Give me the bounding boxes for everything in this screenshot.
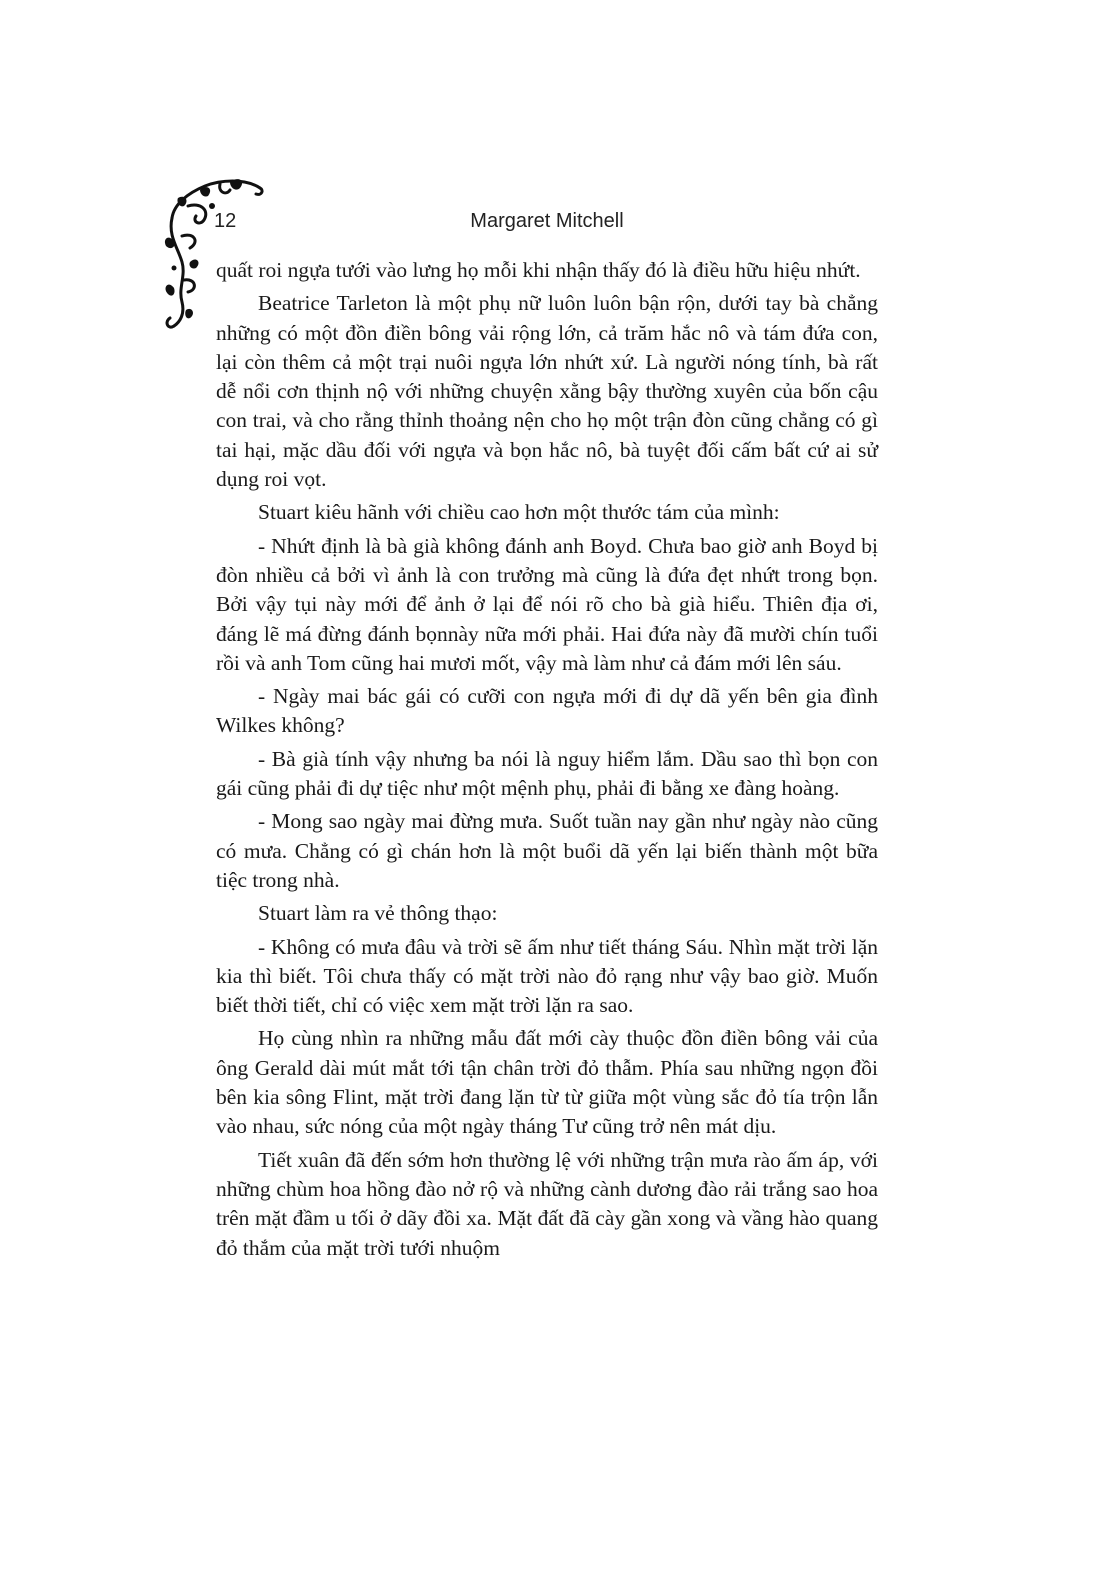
body-text <box>216 256 878 1267</box>
paragraph: - Ngày mai bác gái có cưỡi con ngựa mới đi dự dã yến bên gia đình Wilkes không? <box>216 684 878 738</box>
paragraph: - Không có mưa đâu và trời sẽ ấm như tiết tháng Sáu. Nhìn mặt trời lặn kia thì biết. Tôi chưa thấy có mặt trời nào đỏ rạng như vậy bao giờ. Muốn biết thời tiết, chỉ có việc xem mặt trời lặn ra sao. <box>216 934 878 1018</box>
paragraph: Stuart làm ra vẻ thông thạo: <box>258 901 498 926</box>
paragraph: quất roi ngựa tưới vào lưng họ mỗi khi nhận thấy đó là điều hữu hiệu nhứt. <box>216 258 861 282</box>
paragraph: - Bà già tính vậy nhưng ba nói là nguy hiểm lắm. Dầu sao thì bọn con gái cũng phải đi dự tiệc như một mệnh phụ, phải đi bằng xe đàng hoàng. <box>216 746 878 801</box>
running-header-author: Margaret Mitchell <box>470 210 624 232</box>
paragraph: Stuart kiêu hãnh với chiều cao hơn một thước tám của mình: <box>258 500 780 525</box>
paragraph: - Nhứt định là bà già không đánh anh Boyd. Chưa bao giờ anh Boyd bị đòn nhiều cả bởi vì ảnh là con trưởng mà cũng là đứa đẹt nhứt trong bọn. Bởi vậy tụi này mới để ảnh ở lại để nói rõ cho bà già hiểu. Thiên địa ơi, đáng lẽ má đừng đánh bọnnày nữa mới phải. Hai đứa này đã mười chín tuổi rồi và anh Tom cũng hai mươi mốt, vậy mà làm như cả đám mới lên sáu. <box>216 533 878 675</box>
paragraph: Beatrice Tarleton là một phụ nữ luôn luôn bận rộn, dưới tay bà chẳng những có một đồn điền bông vải rộng lớn, cả trăm hắc nô và tám đứa con, lại còn thêm cả một trại nuôi ngựa lớn nhứt xứ. Là người nóng tính, bà rất dễ nổi cơn thịnh nộ với những chuyện xằng bậy thường xuyên của bốn cậu con trai, và cho rằng thỉnh thoảng nện cho họ một trận đòn cũng chẳng có gì tai hại, mặc dầu đối với ngựa và bọn hắc nô, bà tuyệt đối cấm bất cứ ai sử dụng roi vọt. <box>216 291 878 492</box>
paragraph: Họ cùng nhìn ra những mẫu đất mới cày thuộc đồn điền bông vải của ông Gerald dài mút mắt tới tận chân trời đỏ thẫm. Phía sau những ngọn đồi bên kia sông Flint, mặt trời đang lặn từ từ giữa một vùng sắc đỏ tía trộn lẫn vào nhau, sức nóng của một ngày tháng Tư cũng trở nên mát dịu. <box>216 1026 878 1139</box>
paragraph: - Mong sao ngày mai đừng mưa. Suốt tuần nay gần như ngày nào cũng có mưa. Chẳng có gì chán hơn là một buổi dã yến lại biến thành một bữa tiệc trong nhà. <box>216 809 878 892</box>
paragraph: Tiết xuân đã đến sớm hơn thường lệ với những trận mưa rào ấm áp, với những chùm hoa hồng đào nở rộ và những cành dương đào rải trắng sao hoa trên mặt đầm u tối ở dãy đồi xa. Mặt đất đã cày gần xong và vầng hào quang đỏ thắm của mặt trời tưới nhuộm <box>216 1147 878 1260</box>
page-number: 12 <box>214 210 237 232</box>
